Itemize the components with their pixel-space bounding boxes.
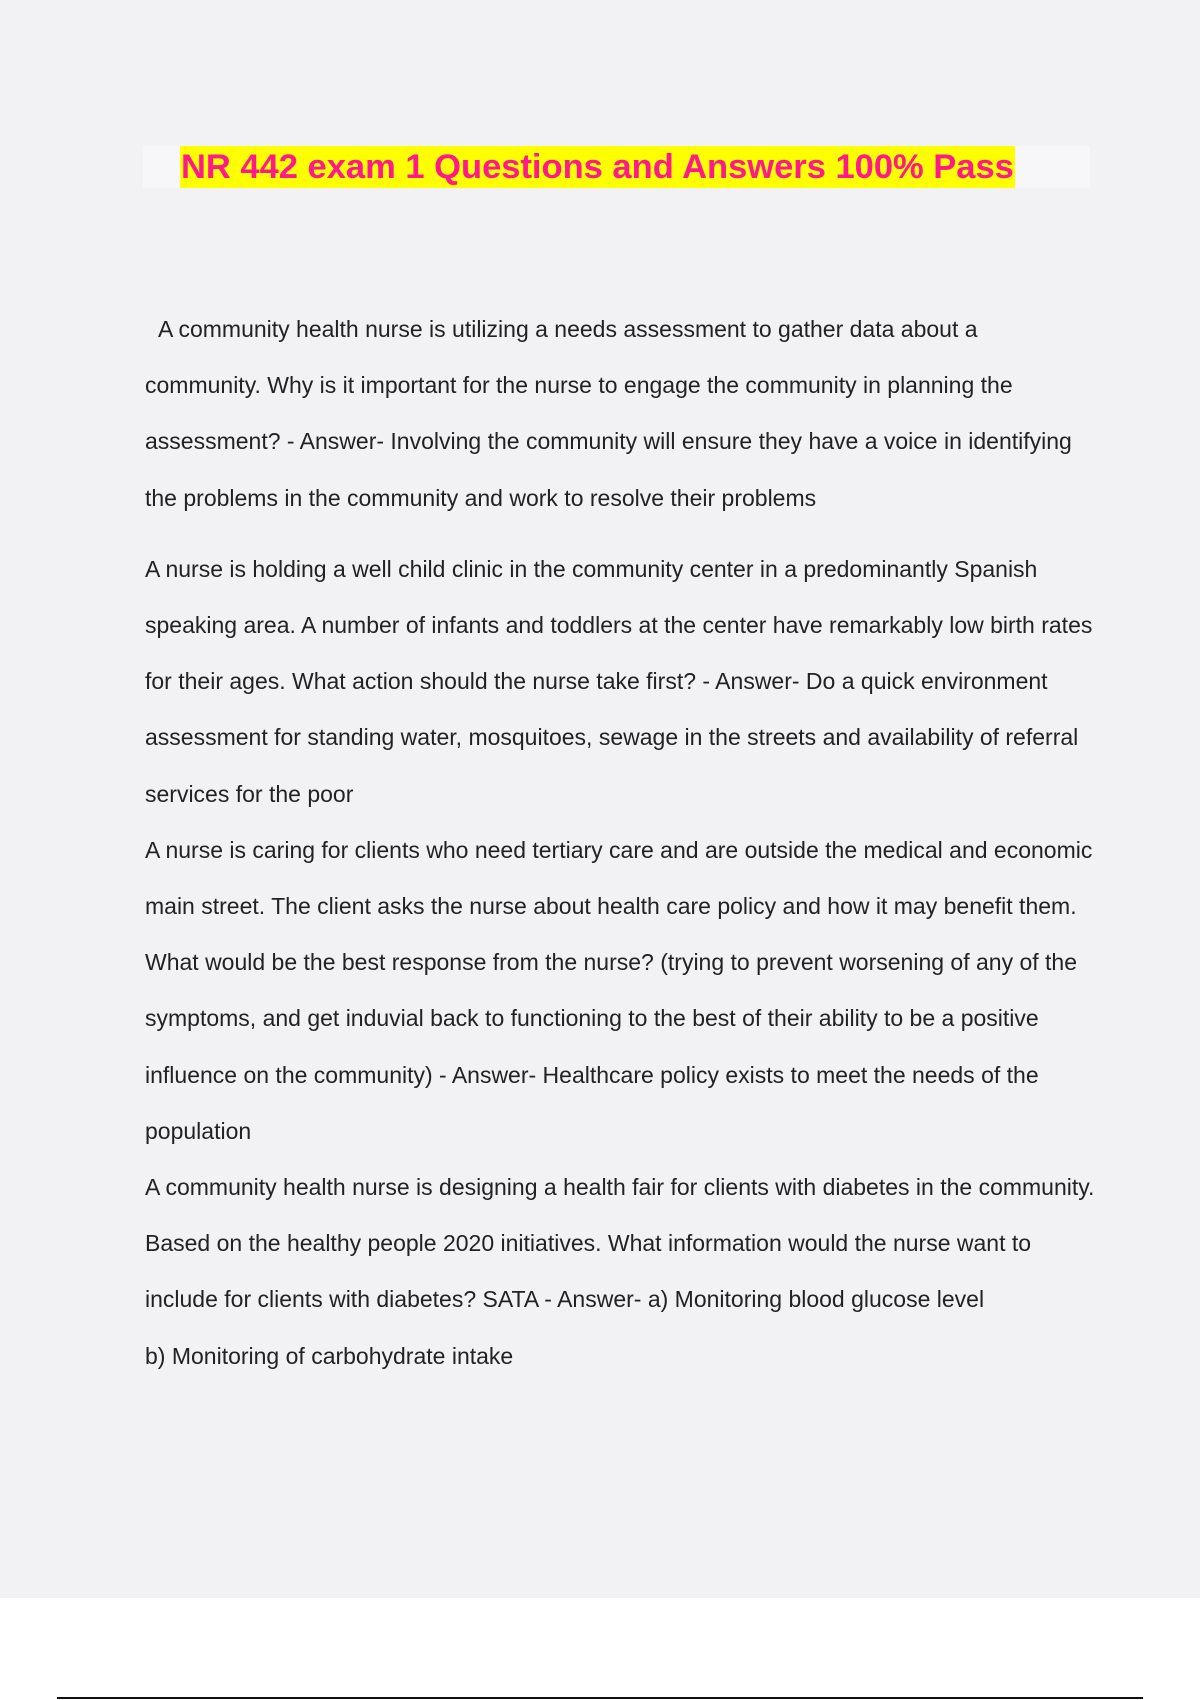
question-paragraph-4: A community health nurse is designing a health fair for clients with diabetes in the community. Based on the healthy people 2020 initiatives. What information would the nurse want to include for clients with diabetes? SATA - Answer- a) Monitoring blood glucose level bbox=[145, 1174, 1095, 1313]
footer-divider bbox=[57, 1697, 1143, 1699]
question-paragraph-2: A nurse is holding a well child clinic in the community center in a predominantly Spanish speaking area. A number of infants and toddlers at the center have remarkably low birth rates for their ages. What action should the nurse take first? - Answer- Do a quick environment assessment for standing water, mosquitoes, sewage in the streets and availability of referral services for the poor bbox=[145, 555, 1093, 807]
document-body bbox=[145, 301, 1095, 1384]
question-paragraph-3: A nurse is caring for clients who need tertiary care and are outside the medical and economic main street. The client asks the nurse about health care policy and how it may benefit them. What would be the best response from the nurse? (trying to prevent worsening of any of the symptoms, and get induvial back to functioning to the best of their ability to be a positive influence on the community) - Answer- Healthcare policy exists to meet the needs of the population bbox=[145, 836, 1093, 1144]
question-paragraph-1: A community health nurse is utilizing a needs assessment to gather data about a community. Why is it important for the nurse to engage the community in planning the assessment? - Answer- Involving the community will ensure they have a voice in identifying the problems in the community and work to resolve their problems bbox=[145, 316, 1072, 511]
answer-option-b: b) Monitoring of carbohydrate intake bbox=[145, 1342, 514, 1369]
document-title: NR 442 exam 1 Questions and Answers 100% Pass bbox=[181, 148, 1014, 186]
